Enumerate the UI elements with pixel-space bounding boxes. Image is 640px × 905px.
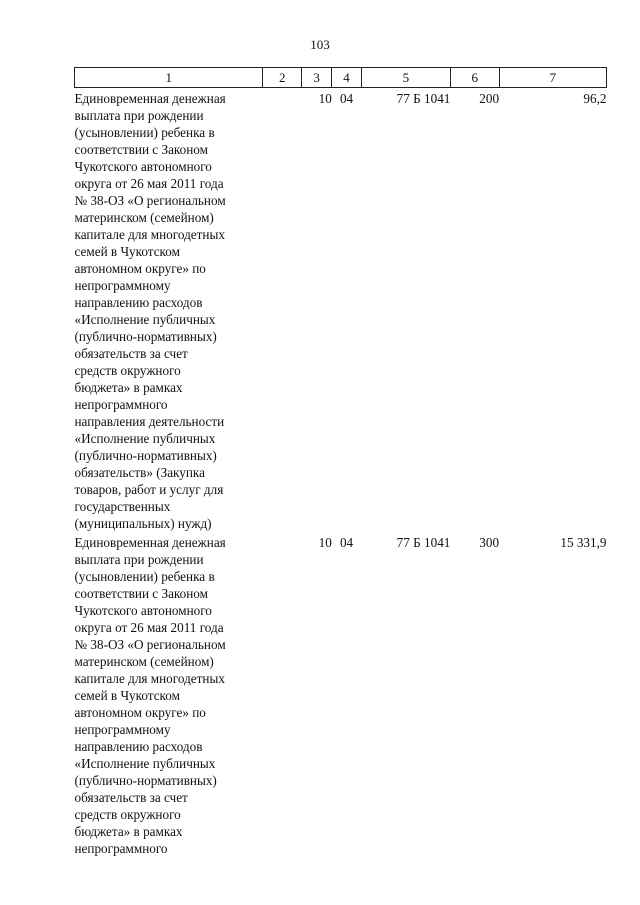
description-line: № 38-ОЗ «О региональном [74,193,226,208]
cell-section: 10 [318,535,332,550]
row-description [75,532,263,857]
cell-amount: 15 331,9 [560,535,607,550]
column-header-4: 4 [332,68,361,88]
description-line: семей в Чукотском [74,688,180,703]
table-row [75,532,607,857]
description-line: направлению расходов [74,295,203,310]
description-line: (усыновлении) ребенка в [74,125,215,140]
description-line: средств окружного [74,807,181,822]
description-line: направления деятельности [74,414,225,429]
description-line: округа от 26 мая 2011 года [74,176,224,191]
description-line: Чукотского автономного [74,159,212,174]
description-line: (усыновлении) ребенка в [74,569,215,584]
description-line: «Исполнение публичных [74,431,216,446]
description-line: обязательств за счет [74,346,188,361]
cell-expense-type: 300 [479,535,500,550]
description-line: семей в Чукотском [74,244,180,259]
description-line: выплата при рождении [74,552,204,567]
budget-table [74,67,607,857]
table-header-row [75,68,607,88]
cell-subsection: 04 [339,535,354,550]
description-line: Чукотского автономного [74,603,212,618]
description-line: Единовременная денежная [74,535,226,550]
table-body [75,88,607,858]
page-number: 103 [310,37,330,52]
description-line: Единовременная денежная [74,91,226,106]
description-line: «Исполнение публичных [74,756,216,771]
description-line: выплата при рождении [74,108,204,123]
cell-section: 10 [318,91,332,106]
description-line: капитале для многодетных [74,227,225,242]
description-line: непрограммного [74,841,168,856]
description-line: автономном округе» по [74,261,206,276]
description-line: государственных [74,499,171,514]
description-line: непрограммному [74,278,171,293]
description-line: материнском (семейном) [74,210,214,225]
description-line: (публично-нормативных) [74,773,217,788]
table-row [75,88,607,533]
cell-target-article: 77 Б 1041 [396,535,451,550]
description-line: средств окружного [74,363,181,378]
description-line: автономном округе» по [74,705,206,720]
description-line: непрограммному [74,722,171,737]
description-line: (публично-нормативных) [74,448,217,463]
description-line: округа от 26 мая 2011 года [74,620,224,635]
column-header-7: 7 [499,68,606,88]
description-line: соответствии с Законом [74,142,208,157]
cell-col2 [263,532,302,857]
column-header-3: 3 [301,68,331,88]
description-line: (публично-нормативных) [74,329,217,344]
column-header-2: 2 [263,68,302,88]
description-line: направлению расходов [74,739,203,754]
description-line: соответствии с Законом [74,586,208,601]
description-line: (муниципальных) нужд) [74,516,212,531]
cell-amount: 96,2 [583,91,607,106]
cell-subsection: 04 [339,91,354,106]
cell-col2 [263,88,302,533]
description-line: бюджета» в рамках [74,824,183,839]
cell-target-article: 77 Б 1041 [396,91,451,106]
description-line: обязательств» (Закупка [74,465,205,480]
description-line: материнском (семейном) [74,654,214,669]
column-header-5: 5 [361,68,450,88]
description-line: товаров, работ и услуг для [74,482,224,497]
column-header-6: 6 [450,68,499,88]
cell-expense-type: 200 [479,91,500,106]
description-line: № 38-ОЗ «О региональном [74,637,226,652]
description-line: капитале для многодетных [74,671,225,686]
row-description [75,88,263,533]
description-line: «Исполнение публичных [74,312,216,327]
description-line: обязательств за счет [74,790,188,805]
column-header-1: 1 [75,68,263,88]
description-line: бюджета» в рамках [74,380,183,395]
description-line: непрограммного [74,397,168,412]
